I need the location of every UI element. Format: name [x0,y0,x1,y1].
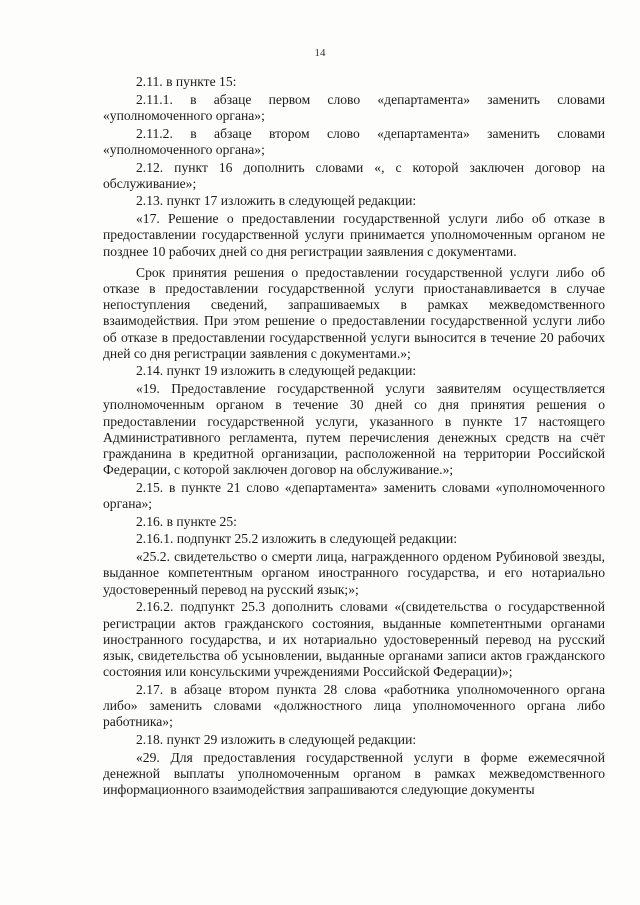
paragraph-2-12: 2.12. пункт 16 дополнить словами «, с которой заключен договор на обслуживание»; [103,159,605,191]
paragraph-2-16-1: 2.16.1. подпункт 25.2 изложить в следующей редакции: [136,531,458,547]
document-body [103,74,605,800]
paragraph-29-quote: «29. Для предоставления государственной услуги в форме ежемесячной денежной выплаты уполномоченным органом в рамках межведомственного информационного взаимодействия запрашиваются следующие документы [103,749,605,798]
paragraph-19-quote: «19. Предоставление государственной услуги заявителям осуществляется уполномоченным органом в течение 30 дней со дня принятия решения о предоставлении государственной услуги, указанного в пункте 17 настоящего Административного регламента, путем перечисления денежных средств на счёт гражданина в кредитной организации, расположенной на территории Российской Федерации, с которой заключен договор на обслуживание.»; [103,381,605,478]
paragraph-2-16-2: 2.16.2. подпункт 25.3 дополнить словами «(свидетельства о государственной регистрации актов гражданского состояния, выданные компетентными органами иностранного государства, и их нотариально удостоверенный перевод на русский язык, свидетельства об усыновлении, выданные органами записи актов гражданского состояния или консульскими учреждениями Российской Федерации)»; [103,599,605,680]
paragraph-17-quote: «17. Решение о предоставлении государственной услуги либо об отказе в предоставлении государственной услуги принимается уполномоченным органом не позднее 10 рабочих дней со дня регистрации заявления с документами. [103,211,605,259]
paragraph-2-17: 2.17. в абзаце втором пункта 28 слова «работника уполномоченного органа либо» заменить словами «должностного лица уполномоченного органа либо работника»; [103,681,605,730]
page-number: 14 [314,47,326,59]
paragraph-2-11: 2.11. в пункте 15: [136,74,237,89]
paragraph-2-11-2: 2.11.2. в абзаце втором слово «департамента» заменить словами «уполномоченного органа»; [103,125,605,157]
paragraph-2-11-1: 2.11.1. в абзаце первом слово «департамента» заменить словами «уполномоченного органа»; [103,91,605,123]
paragraph-2-14: 2.14. пункт 19 изложить в следующей редакции: [136,363,417,379]
paragraph-2-16: 2.16. в пункте 25: [136,513,237,529]
paragraph-2-15: 2.15. в пункте 21 слово «департамента» заменить словами «уполномоченного органа»; [103,479,605,512]
paragraph-25-2-quote: «25.2. свидетельство о смерти лица, награжденного орденом Рубиновой звезды, выданное компетентным органом иностранного государства, и его нотариально удостоверенный перевод на русский язык;»; [103,549,605,597]
paragraph-2-18: 2.18. пункт 29 изложить в следующей редакции: [136,731,417,747]
paragraph-17-term: Срок принятия решения о предоставлении государственной услуги либо об отказе в предоставлении государственной услуги приостанавливается в случае непоступления сведений, запрашиваемых в рамках межведомственного взаимодействия. При этом решение о предоставлении государственной услуги либо об отказе в предоставлении государственной услуги выносится в течение 20 рабочих дней со дня регистрации заявления с документами.»; [103,264,605,361]
paragraph-2-13: 2.13. пункт 17 изложить в следующей редакции: [136,193,417,209]
